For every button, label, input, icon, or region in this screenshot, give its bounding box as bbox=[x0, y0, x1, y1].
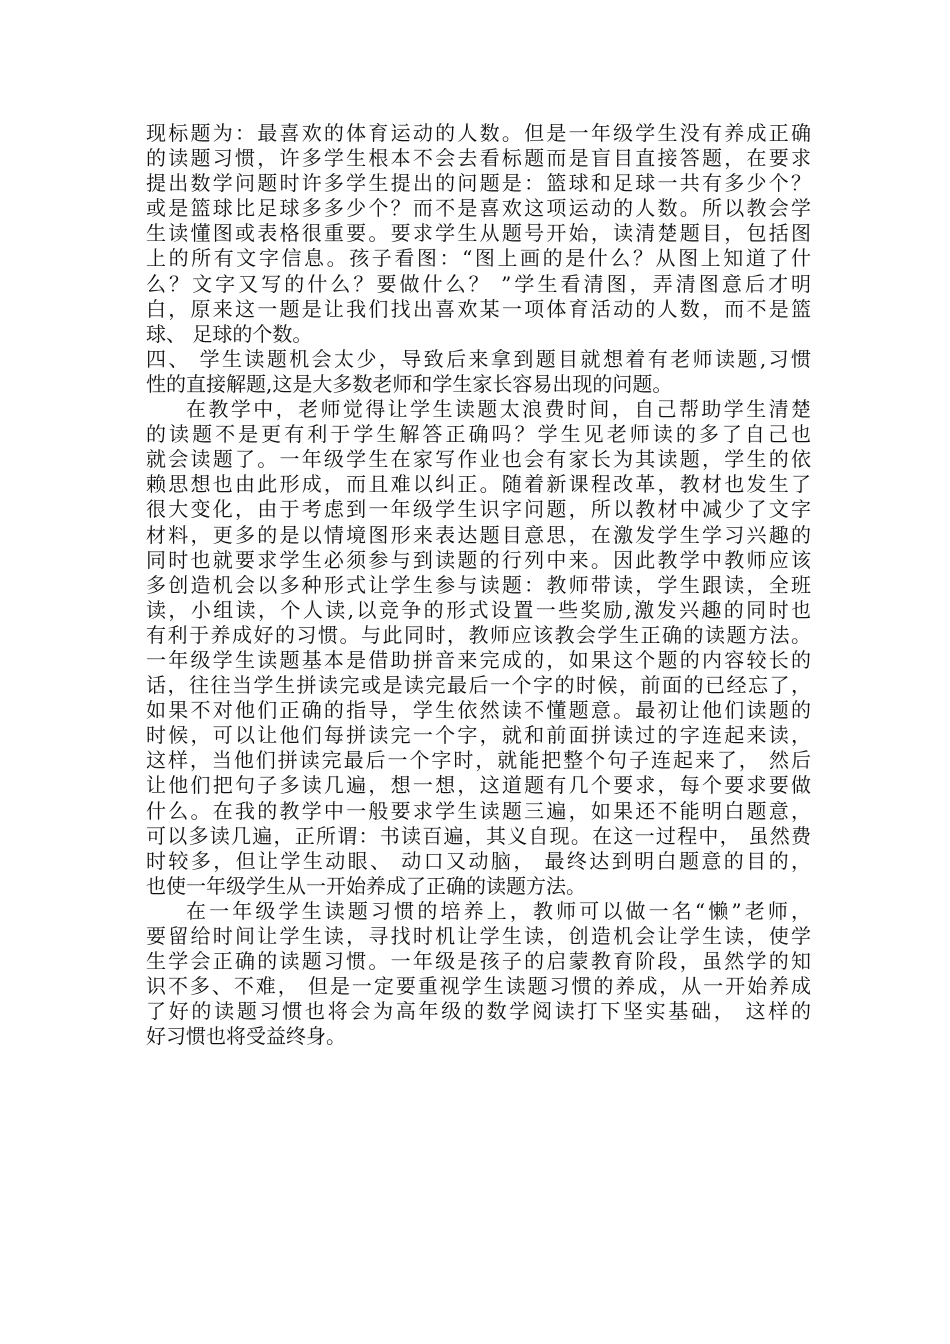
text-line: 让他们把句子多读几遍，想一想，这道题有几个要求，每个要求要做 bbox=[146, 773, 811, 798]
text-line: 上的所有文字信息。孩子看图：“图上画的是什么？从图上知道了什 bbox=[146, 246, 811, 271]
text-line: 如果不对他们正确的指导，学生依然读不懂题意。最初让他们读题的 bbox=[146, 698, 811, 723]
text-line: 在教学中，老师觉得让学生读题太浪费时间，自己帮助学生清楚 bbox=[186, 397, 811, 422]
text-line: 了好的读题习惯也将会为高年级的数学阅读打下坚实基础， 这样的 bbox=[146, 999, 811, 1024]
text-line: 生学会正确的读题习惯。一年级是孩子的启蒙教育阶段，虽然学的知 bbox=[146, 949, 811, 974]
text-line: 有利于养成好的习惯。与此同时，教师应该教会学生正确的读题方法。 bbox=[146, 622, 811, 647]
text-line: 性的直接解题,这是大多数老师和学生家长容易出现的问题。 bbox=[146, 371, 673, 396]
text-line: 四、 学生读题机会太少，导致后来拿到题目就想着有老师读题,习惯 bbox=[146, 346, 811, 371]
text-line: 很大变化，由于考虑到一年级学生识字问题，所以教材中减少了文字 bbox=[146, 497, 811, 522]
text-line: 在一年级学生读题习惯的培养上，教师可以做一名“懒”老师， bbox=[186, 898, 811, 923]
text-line: 就会读题了。一年级学生在家写作业也会有家长为其读题，学生的依 bbox=[146, 447, 811, 472]
text-line: 材料，更多的是以情境图形来表达题目意思，在激发学生学习兴趣的 bbox=[146, 522, 811, 547]
text-line: 时较多，但让学生动眼、 动口又动脑， 最终达到明白题意的目的， bbox=[146, 848, 811, 873]
text-line: 识不多、不难， 但是一定要重视学生读题习惯的养成，从一开始养成 bbox=[146, 974, 811, 999]
text-line: 可以多读几遍，正所谓：书读百遍，其义自现。在这一过程中， 虽然费 bbox=[146, 823, 811, 848]
text-line: 生读懂图或表格很重要。要求学生从题号开始，读清楚题目，包括图 bbox=[146, 221, 811, 246]
text-line: 读，小组读，个人读,以竞争的形式设置一些奖励,激发兴趣的同时也 bbox=[146, 597, 811, 622]
text-line: 赖思想也由此形成，而且难以纠正。随着新课程改革，教材也发生了 bbox=[146, 472, 811, 497]
text-line: 白，原来这一题是让我们找出喜欢某一项体育活动的人数，而不是篮 bbox=[146, 296, 811, 321]
text-line: 也使一年级学生从一开始养成了正确的读题方法。 bbox=[146, 873, 586, 898]
text-line: 一年级学生读题基本是借助拼音来完成的，如果这个题的内容较长的 bbox=[146, 647, 811, 672]
text-line: 什么。在我的教学中一般要求学生读题三遍，如果还不能明白题意， bbox=[146, 798, 811, 823]
text-line: 的读题不是更有利于学生解答正确吗？学生见老师读的多了自己也 bbox=[146, 422, 811, 447]
text-line: 这样，当他们拼读完最后一个字时，就能把整个句子连起来了， 然后 bbox=[146, 748, 811, 773]
text-line: 同时也就要求学生必须参与到读题的行列中来。因此教学中教师应该 bbox=[146, 547, 811, 572]
text-line: 时候，可以让他们每拼读完一个字，就和前面拼读过的字连起来读， bbox=[146, 723, 811, 748]
text-line: 或是篮球比足球多多少个？而不是喜欢这项运动的人数。所以教会学 bbox=[146, 196, 811, 221]
text-line: 话，往往当学生拼读完或是读完最后一个字的时候，前面的已经忘了， bbox=[146, 673, 811, 698]
text-line: 现标题为：最喜欢的体育运动的人数。但是一年级学生没有养成正确 bbox=[146, 121, 811, 145]
text-line: 球、 足球的个数。 bbox=[146, 321, 313, 346]
text-line: 的读题习惯，许多学生根本不会去看标题而是盲目直接答题，在要求 bbox=[146, 146, 811, 171]
text-line: 要留给时间让学生读，寻找时机让学生读，创造机会让学生读，使学 bbox=[146, 924, 811, 948]
text-line: 好习惯也将受益终身。 bbox=[146, 1024, 346, 1049]
body-text bbox=[146, 121, 811, 1049]
text-line: 么？文字又写的什么？要做什么？ ”学生看清图，弄清图意后才明 bbox=[146, 271, 811, 296]
text-line: 提出数学问题时许多学生提出的问题是：篮球和足球一共有多少个？ bbox=[146, 171, 811, 196]
text-line: 多创造机会以多种形式让学生参与读题：教师带读，学生跟读，全班 bbox=[146, 572, 811, 597]
